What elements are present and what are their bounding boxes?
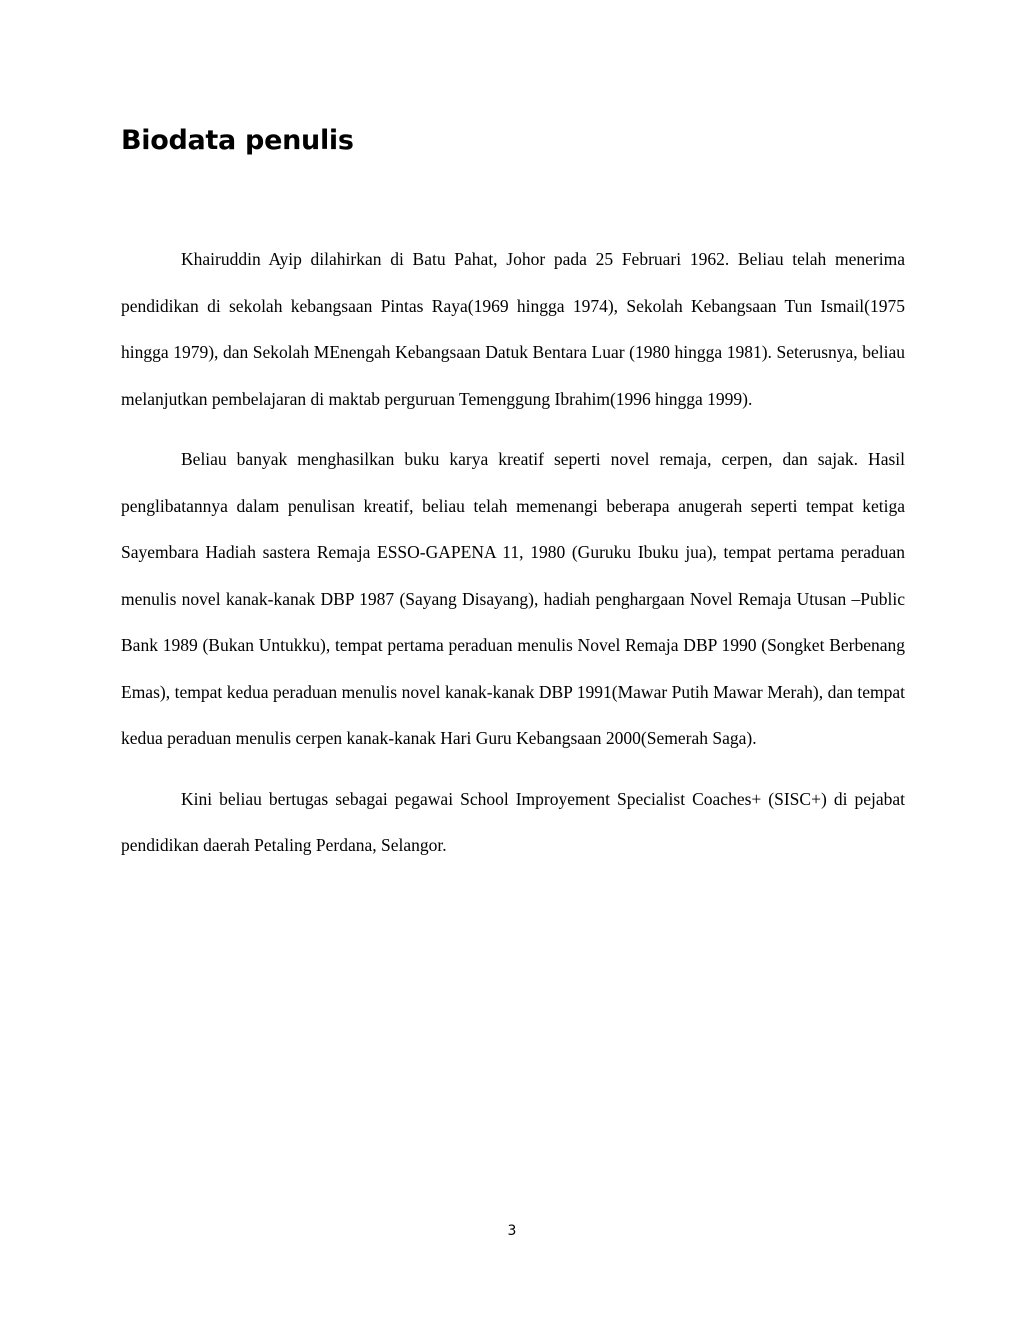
page-number: 3 bbox=[507, 1223, 517, 1239]
biography-body bbox=[121, 236, 905, 869]
paragraph-education: Khairuddin Ayip dilahirkan di Batu Pahat, Johor pada 25 Februari 1962. Beliau telah menerima pendidikan di sekolah kebangsaan Pintas Raya(1969 hingga 1974), Sekolah Kebangsaan Tun Ismail(1975 hingga 1979), dan Sekolah MEnengah Kebangsaan Datuk Bentara Luar (1980 hingga 1981). Seterusnya, beliau melanjutkan pembelajaran di maktab perguruan Temenggung Ibrahim(1996 hingga 1999). bbox=[121, 249, 905, 409]
paragraph-current-position: Kini beliau bertugas sebagai pegawai School Improyement Specialist Coaches+ (SISC+) di pejabat pendidikan daerah Petaling Perdana, Selangor. bbox=[121, 788, 905, 855]
paragraph-works-awards: Beliau banyak menghasilkan buku karya kreatif seperti novel remaja, cerpen, dan sajak. Hasil penglibatannya dalam penulisan kreatif, beliau telah memenangi beberapa anugerah seperti tempat ketiga Sayembara Hadiah sastera Remaja ESSO-GAPENA 11, 1980 (Guruku Ibuku jua), tempat pertama peraduan menulis novel kanak-kanak DBP 1987 (Sayang Disayang), hadiah penghargaan Novel Remaja Utusan –Public Bank 1989 (Bukan Untukku), tempat pertama peraduan menulis Novel Remaja DBP 1990 (Songket Berbenang Emas), tempat kedua peraduan menulis novel kanak-kanak DBP 1991(Mawar Putih Mawar Merah), dan tempat kedua peraduan menulis cerpen kanak-kanak Hari Guru Kebangsaan 2000(Semerah Saga). bbox=[121, 449, 905, 748]
page-title: Biodata penulis bbox=[121, 125, 354, 156]
